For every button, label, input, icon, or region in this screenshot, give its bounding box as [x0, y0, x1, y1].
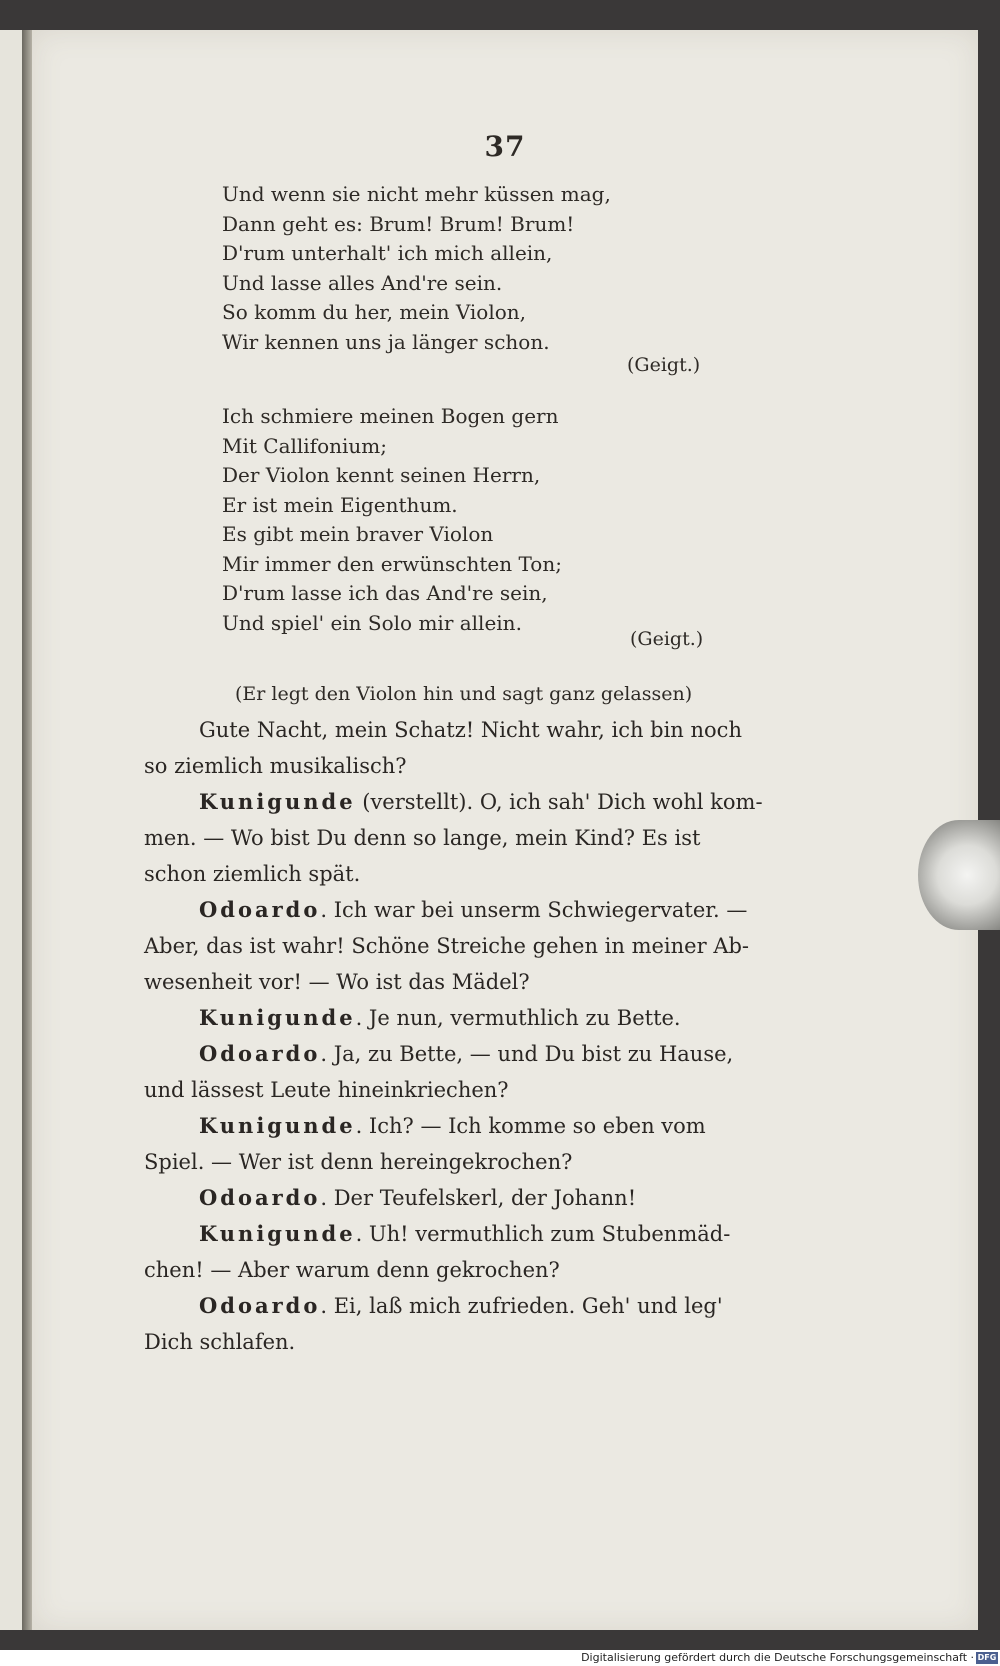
dialogue-line	[144, 856, 882, 892]
dialogue-text: so ziemlich musikalisch?	[144, 754, 407, 778]
dialogue-text: . Ich war bei unserm Schwiegervater. —	[320, 898, 748, 922]
dialogue-text: . Ich? — Ich komme so eben vom	[355, 1114, 706, 1138]
verse-line: Mit Callifonium;	[222, 433, 387, 458]
dialogue-line	[144, 1036, 882, 1072]
dialogue-line	[144, 1072, 882, 1108]
dialogue-line	[144, 1252, 882, 1288]
speaker-name: Odoardo	[199, 897, 321, 922]
verse-line: Der Violon kennt seinen Herrn,	[222, 463, 541, 487]
dialogue-text: Spiel. — Wer ist denn hereingekrochen?	[144, 1150, 573, 1174]
dialogue-line	[144, 784, 882, 820]
dialogue-text: und lässest Leute hineinkriechen?	[144, 1078, 509, 1102]
verse-line: Und wenn sie nicht mehr küssen mag,	[222, 182, 611, 206]
dialogue-line	[144, 892, 882, 928]
speaker-name: Kunigunde	[199, 789, 356, 814]
dialogue-line	[144, 1000, 882, 1036]
verse-line: Es gibt mein braver Violon	[222, 522, 494, 546]
page-number: 37	[484, 130, 526, 163]
speaker-name: Kunigunde	[199, 1113, 356, 1138]
dialogue-text: . Je nun, vermuthlich zu Bette.	[355, 1006, 681, 1030]
dialogue-line	[144, 820, 882, 856]
stage-direction: (Geigt.)	[630, 628, 704, 650]
speaker-name: Kunigunde	[199, 1221, 356, 1246]
dialogue-line	[144, 1216, 882, 1252]
verse-block-1	[222, 180, 742, 357]
dialogue-text: Aber, das ist wahr! Schöne Streiche gehen in meiner Ab-	[144, 934, 750, 958]
speaker-name: Odoardo	[199, 1185, 321, 1210]
speaker-name: Kunigunde	[199, 1005, 356, 1030]
dialogue-text: chen! — Aber warum denn gekrochen?	[144, 1258, 560, 1282]
book-gutter	[22, 30, 32, 1630]
dialogue-text: . Ja, zu Bette, — und Du bist zu Hause,	[320, 1042, 734, 1066]
dialogue-text: . Uh! vermuthlich zum Stubenmäd-	[355, 1222, 731, 1246]
dialogue-text: wesenheit vor! — Wo ist das Mädel?	[144, 970, 530, 994]
verse-line: Ich schmiere meinen Bogen gern	[222, 404, 559, 428]
footer-credit: Digitalisierung gefördert durch die Deutsche Forschungsgemeinschaft ·	[581, 1651, 974, 1664]
book-page	[32, 30, 978, 1630]
dialogue-line	[144, 748, 882, 784]
dialogue-text: . Ei, laß mich zufrieden. Geh' und leg'	[320, 1294, 723, 1318]
dfg-logo: DFG	[977, 1653, 997, 1662]
dialogue-line	[144, 1288, 882, 1324]
dialogue-text: Gute Nacht, mein Schatz! Nicht wahr, ich bin noch	[199, 718, 742, 742]
verse-block-2	[222, 402, 742, 638]
dialogue-line	[144, 1324, 882, 1360]
scanner-thumb-artifact	[918, 820, 1000, 930]
verse-line: So komm du her, mein Violon,	[222, 300, 527, 324]
dialogue-text: (verstellt). O, ich sah' Dich wohl kom-	[355, 790, 763, 814]
verse-line: Er ist mein Eigenthum.	[222, 492, 458, 517]
stage-direction: (Er legt den Violon hin und sagt ganz gelassen)	[235, 683, 693, 705]
dialogue-line	[144, 964, 882, 1000]
dialogue-line	[144, 1144, 882, 1180]
verse-line: Dann geht es: Brum! Brum! Brum!	[222, 211, 575, 236]
dialogue-line	[144, 1108, 882, 1144]
verse-line: Wir kennen uns ja länger schon.	[222, 329, 550, 354]
dialogue-text: men. — Wo bist Du denn so lange, mein Kind? Es ist	[144, 826, 701, 850]
verse-line: Mir immer den erwünschten Ton;	[222, 551, 562, 576]
dialogue-line	[144, 928, 882, 964]
speaker-name: Odoardo	[199, 1041, 321, 1066]
verse-line: D'rum unterhalt' ich mich allein,	[222, 241, 553, 265]
stage-direction: (Geigt.)	[627, 354, 701, 376]
speaker-name: Odoardo	[199, 1293, 321, 1318]
verse-line: D'rum lasse ich das And're sein,	[222, 581, 548, 605]
dialogue-body	[144, 712, 882, 1360]
dialogue-text: Dich schlafen.	[144, 1330, 296, 1354]
verse-line: Und lasse alles And're sein.	[222, 270, 503, 295]
dialogue-text: schon ziemlich spät.	[144, 862, 361, 886]
previous-page-edge	[0, 30, 22, 1630]
dialogue-line	[144, 1180, 882, 1216]
dialogue-line	[144, 712, 882, 748]
verse-line: Und spiel' ein Solo mir allein.	[222, 610, 522, 635]
dialogue-text: . Der Teufelskerl, der Johann!	[320, 1186, 637, 1210]
